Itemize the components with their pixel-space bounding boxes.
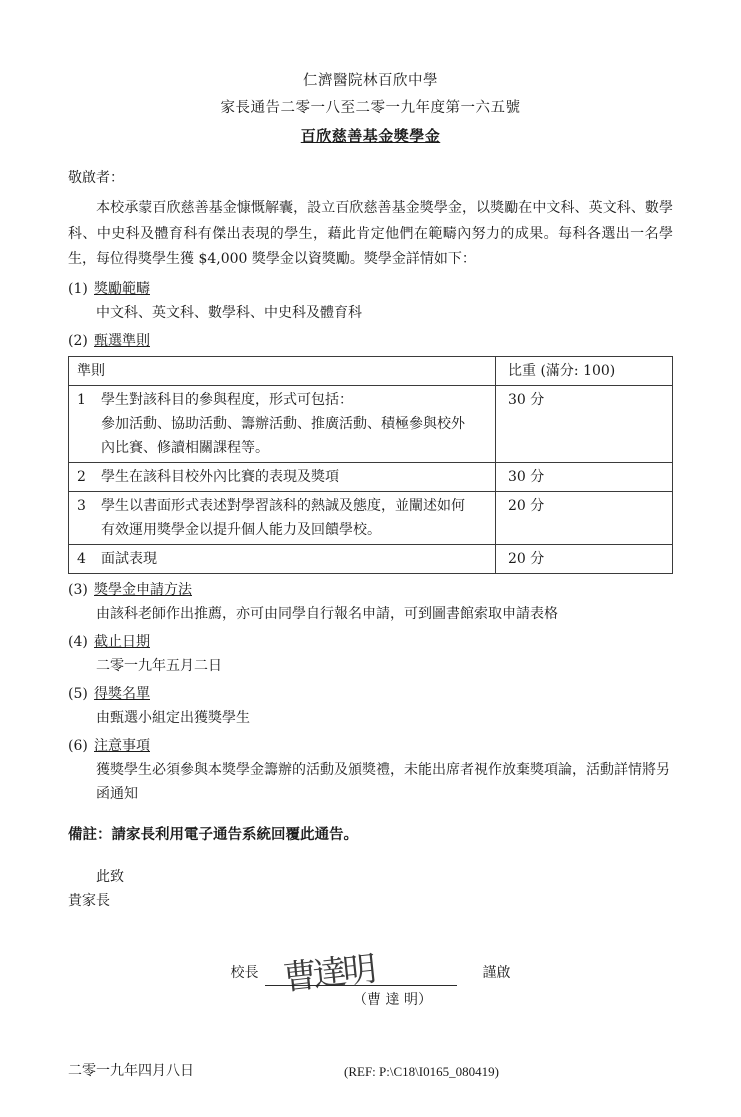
section-6 bbox=[68, 734, 673, 806]
table-row bbox=[69, 462, 673, 491]
remark-note: 備註：請家長利用電子通告系統回覆此通告。 bbox=[68, 825, 358, 843]
section-1 bbox=[68, 277, 673, 325]
section-2-number: (2) bbox=[68, 332, 88, 349]
signature-label: 校長 bbox=[230, 964, 259, 981]
section-3 bbox=[68, 578, 673, 626]
section-1-number: (1) bbox=[68, 280, 88, 297]
footer-date: 二零一九年四月八日 bbox=[68, 1062, 194, 1079]
closing-phrase: 此致 bbox=[96, 868, 124, 885]
criteria-text: 學生對該科目的參與程度，形式可包括： 參加活動、協助活動、籌辦活動、推廣活動、積極參與校外 內比賽、修讀相關課程等。 bbox=[95, 385, 496, 462]
criteria-weight: 30 分 bbox=[496, 462, 673, 491]
criteria-index: 4 bbox=[69, 544, 96, 573]
section-6-body: 獲獎學生必須參與本獎學金籌辦的活動及頒獎禮，未能出席者視作放棄獎項論，活動詳情將另函通知 bbox=[96, 761, 670, 802]
section-1-body: 中文科、英文科、數學科、中史科及體育科 bbox=[96, 304, 362, 321]
document-page bbox=[0, 68, 741, 1117]
criteria-weight: 20 分 bbox=[496, 544, 673, 573]
section-5-heading bbox=[68, 682, 673, 706]
printed-name: （曹 達 明） bbox=[353, 991, 432, 1008]
section-5-title: 得獎名單 bbox=[94, 685, 150, 702]
section-4-body: 二零一九年五月二日 bbox=[96, 657, 222, 674]
criteria-index: 1 bbox=[69, 385, 96, 462]
criteria-weight: 30 分 bbox=[496, 385, 673, 462]
section-6-number: (6) bbox=[68, 737, 88, 754]
document-header bbox=[0, 68, 741, 146]
criteria-text: 面試表現 bbox=[95, 544, 496, 573]
section-4-title: 截止日期 bbox=[94, 633, 150, 650]
section-5-number: (5) bbox=[68, 685, 88, 702]
salutation: 敬啟者： bbox=[68, 170, 124, 186]
signature-row bbox=[68, 948, 673, 999]
section-2-title: 甄選準則 bbox=[94, 332, 150, 349]
section-6-title: 注意事項 bbox=[94, 737, 150, 754]
criteria-table bbox=[68, 356, 673, 574]
section-2-heading bbox=[68, 329, 673, 353]
section-1-heading bbox=[68, 277, 673, 301]
section-4 bbox=[68, 630, 673, 678]
criteria-index: 3 bbox=[69, 491, 96, 544]
document-footer bbox=[68, 1059, 673, 1084]
school-name: 仁濟醫院林百欣中學 bbox=[303, 73, 438, 89]
section-3-heading bbox=[68, 578, 673, 602]
intro-paragraph bbox=[68, 196, 673, 273]
section-3-title: 獎學金申請方法 bbox=[94, 581, 192, 598]
section-6-heading bbox=[68, 734, 673, 758]
intro-text: 本校承蒙百欣慈善基金慷慨解囊，設立百欣慈善基金獎學金，以獎勵在中文科、英文科、數學科、中史科及體育科有傑出表現的學生，藉此肯定他們在範疇內努力的成果。每科各選出一名學生，每位得獎學生獲 $4,000 獎學金以資獎勵。獎學金詳情如下： bbox=[68, 200, 673, 267]
signature-line bbox=[265, 948, 457, 999]
handwritten-signature: 曹達明 bbox=[280, 948, 375, 999]
section-1-title: 獎勵範疇 bbox=[94, 280, 150, 297]
section-2 bbox=[68, 329, 673, 574]
table-row bbox=[69, 491, 673, 544]
criteria-text: 學生以書面形式表述對學習該科的熱誠及態度，並闡述如何 有效運用獎學金以提升個人能力及回饋學校。 bbox=[95, 491, 496, 544]
table-row bbox=[69, 544, 673, 573]
section-3-body: 由該科老師作出推薦，亦可由同學自行報名申請，可到圖書館索取申請表格 bbox=[96, 605, 558, 622]
section-3-number: (3) bbox=[68, 581, 88, 598]
document-title: 百欣慈善基金獎學金 bbox=[300, 127, 441, 145]
criteria-index: 2 bbox=[69, 462, 96, 491]
document-body bbox=[68, 166, 673, 1084]
criteria-weight: 20 分 bbox=[496, 491, 673, 544]
column-header-weight: 比重 (滿分: 100) bbox=[496, 356, 673, 385]
section-4-number: (4) bbox=[68, 633, 88, 650]
section-5 bbox=[68, 682, 673, 730]
section-5-body: 由甄選小組定出獲獎學生 bbox=[96, 709, 250, 726]
notice-number: 家長通告二零一八至二零一九年度第一六五號 bbox=[220, 100, 521, 116]
footer-reference: (REF: P:\C18\I0165_080419) bbox=[344, 1063, 499, 1079]
column-header-criteria: 準則 bbox=[69, 356, 496, 385]
criteria-text: 學生在該科目校外內比賽的表現及獎項 bbox=[95, 462, 496, 491]
addressee: 貴家長 bbox=[68, 892, 110, 909]
signature-suffix: 謹啟 bbox=[482, 964, 511, 981]
table-header-row bbox=[69, 356, 673, 385]
table-row bbox=[69, 385, 673, 462]
section-4-heading bbox=[68, 630, 673, 654]
